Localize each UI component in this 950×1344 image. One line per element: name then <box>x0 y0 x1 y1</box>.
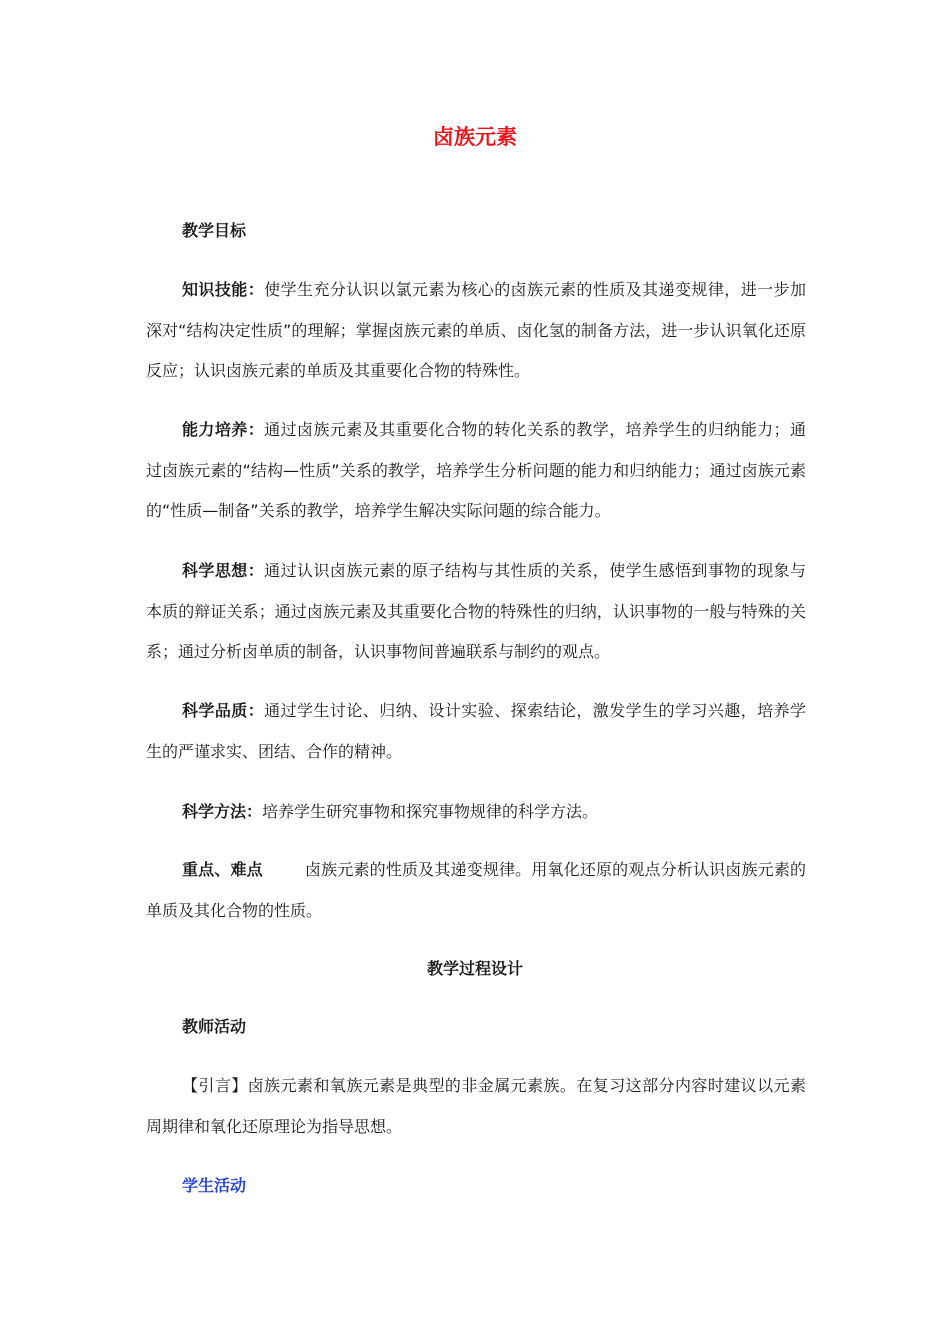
intro-paragraph <box>146 1066 806 1147</box>
section-text: 通过卤族元素及其重要化合物的转化关系的教学，培养学生的归纳能力；通过卤族元素的“结构—性质”关系的教学，培养学生分析问题的能力和归纳能力；通过卤族元素的“性质—制备”关系的教学，培养学生解决实际问题的综合能力。 <box>146 420 806 520</box>
teacher-activity-heading: 教师活动 <box>182 1017 247 1036</box>
section-text: 通过认识卤族元素的原子结构与其性质的关系，使学生感悟到事物的现象与本质的辩证关系；通过卤族元素及其重要化合物的特殊性的归纳，认识事物的一般与特殊的关系；通过分析卤单质的制备，认识事物间普遍联系与制约的观点。 <box>146 561 806 661</box>
section-scientific-method <box>146 792 806 833</box>
process-heading: 教学过程设计 <box>426 959 523 978</box>
section-label: 知识技能： <box>182 280 265 299</box>
section-knowledge-skills <box>146 270 806 392</box>
section-label: 科学品质： <box>182 701 265 720</box>
section-label: 科学思想： <box>182 561 265 580</box>
key-points-label: 重点、难点 <box>182 860 263 879</box>
document-title: 卤族元素 <box>433 125 517 149</box>
section-text: 培养学生研究事物和探究事物规律的科学方法。 <box>262 802 599 821</box>
intro-text: 卤族元素和氧族元素是典型的非金属元素族。在复习这部分内容时建议以元素周期律和氧化还原理论为指导思想。 <box>146 1076 806 1136</box>
key-points-text: 卤族元素的性质及其递变规律。用氧化还原的观点分析认识卤族元素的单质及其化合物的性质。 <box>146 860 806 920</box>
section-scientific-quality <box>146 691 806 772</box>
objectives-heading: 教学目标 <box>182 221 247 240</box>
section-label: 科学方法： <box>182 802 263 821</box>
intro-label: 【引言】 <box>182 1076 248 1095</box>
section-scientific-thinking <box>146 551 806 673</box>
section-text: 使学生充分认识以氯元素为核心的卤族元素的性质及其递变规律，进一步加深对“结构决定性质”的理解；掌握卤族元素的单质、卤化氢的制备方法，进一步认识氧化还原反应；认识卤族元素的单质及其重要化合物的特殊性。 <box>146 280 806 380</box>
section-text: 通过学生讨论、归纳、设计实验、探索结论，激发学生的学习兴趣，培养学生的严谨求实、团结、合作的精神。 <box>146 701 806 761</box>
key-points-section <box>146 850 806 931</box>
section-label: 能力培养： <box>182 420 265 439</box>
student-activity-heading: 学生活动 <box>182 1176 247 1195</box>
section-ability-training <box>146 410 806 532</box>
